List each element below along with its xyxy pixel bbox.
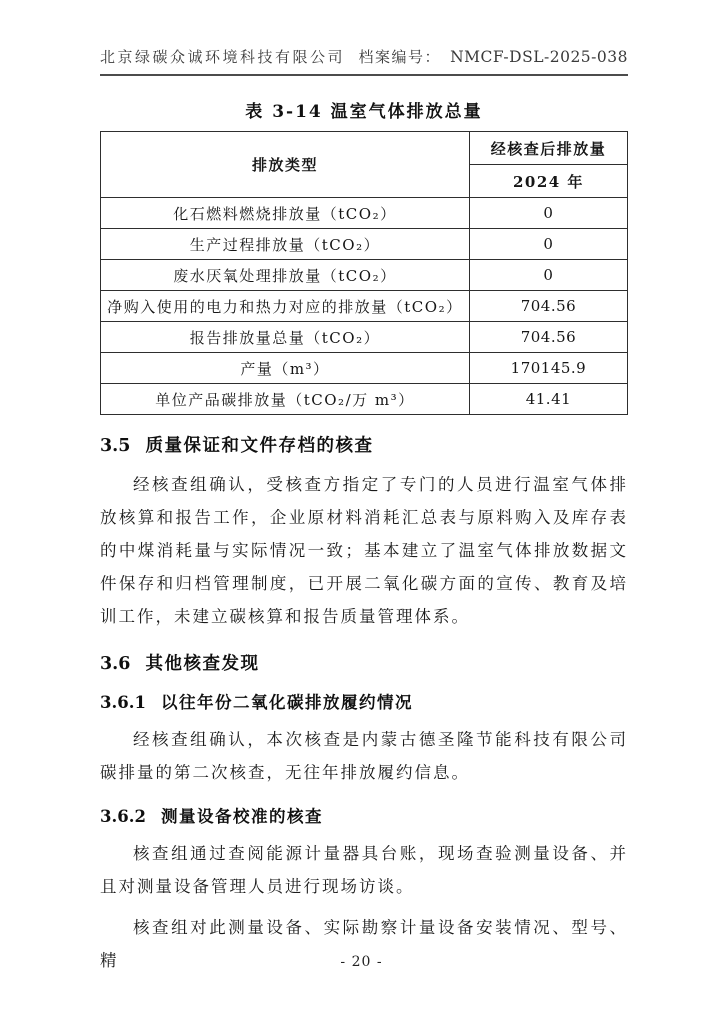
col-header-verified-emissions: 经核查后排放量: [469, 132, 627, 165]
table-caption: 表 3-14 温室气体排放总量: [245, 102, 483, 122]
section-heading-3-5: [100, 432, 628, 457]
table-row: [101, 229, 628, 260]
table-row: [101, 260, 628, 291]
company-name: 北京绿碳众诚环境科技有限公司: [100, 48, 346, 66]
row-label-fossil-fuel: 化石燃料燃烧排放量（tCO₂）: [101, 198, 470, 229]
section-title: 测量设备校准的核查: [160, 807, 323, 826]
section-title: 其他核查发现: [145, 654, 260, 674]
row-value-purchased-electricity-heat: 704.56: [469, 291, 627, 322]
row-label-process: 生产过程排放量（tCO₂）: [101, 229, 470, 260]
section-title: 质量保证和文件存档的核查: [145, 436, 374, 456]
col-header-emission-type: 排放类型: [101, 132, 470, 198]
row-label-output: 产量（m³）: [101, 353, 470, 384]
row-value-output: 170145.9: [469, 353, 627, 384]
table-header-row-1: [101, 132, 628, 165]
running-header: [100, 46, 628, 76]
row-value-unit-carbon-intensity: 41.41: [469, 384, 627, 415]
section-number: 3.5: [100, 436, 131, 456]
archive-number-label: 档案编号：: [358, 48, 442, 66]
archive-number: [359, 46, 628, 67]
archive-number-value: NMCF-DSL-2025-038: [450, 48, 628, 66]
page-number: - 20 -: [340, 954, 383, 970]
section-heading-3-6-2: [100, 803, 628, 827]
row-value-wastewater: 0: [469, 260, 627, 291]
paragraph-3-6-1: 经核查组确认，本次核查是内蒙古德圣隆节能科技有限公司碳排量的第二次核查，无往年排放履约信息。: [100, 730, 628, 782]
table-row: [101, 384, 628, 415]
section-number: 3.6.1: [100, 693, 146, 712]
row-value-process: 0: [469, 229, 627, 260]
table-row: [101, 198, 628, 229]
row-value-total-reported: 704.56: [469, 322, 627, 353]
section-title: 以往年份二氧化碳排放履约情况: [160, 693, 413, 712]
section-number: 3.6.2: [100, 807, 146, 826]
paragraph-3-6-2-b: 核查组对此测量设备、实际勘察计量设备安装情况、型号、精: [100, 918, 628, 970]
emissions-table: [100, 131, 628, 415]
table-row: [101, 322, 628, 353]
table-row: [101, 291, 628, 322]
row-label-total-reported: 报告排放量总量（tCO₂）: [101, 322, 470, 353]
row-value-fossil-fuel: 0: [469, 198, 627, 229]
table-row: [101, 353, 628, 384]
row-label-unit-carbon-intensity: 单位产品碳排放量（tCO₂/万 m³）: [101, 384, 470, 415]
section-number: 3.6: [100, 654, 131, 674]
section-heading-3-6-1: [100, 689, 628, 713]
row-label-purchased-electricity-heat: 净购入使用的电力和热力对应的排放量（tCO₂）: [101, 291, 470, 322]
row-label-wastewater: 废水厌氧处理排放量（tCO₂）: [101, 260, 470, 291]
section-heading-3-6: [100, 650, 628, 675]
paragraph-3-5: 经核查组确认，受核查方指定了专门的人员进行温室气体排放核算和报告工作，企业原材料消耗汇总表与原料购入及库存表的中煤消耗量与实际情况一致；基本建立了温室气体排放数据文件保存和归档管理制度，已开展二氧化碳方面的宣传、教育及培训工作，未建立碳核算和报告质量管理体系。: [100, 475, 628, 626]
col-header-year: 2024 年: [469, 165, 627, 198]
paragraph-3-6-2-a: 核查组通过查阅能源计量器具台账，现场查验测量设备、并且对测量设备管理人员进行现场访谈。: [100, 844, 628, 896]
